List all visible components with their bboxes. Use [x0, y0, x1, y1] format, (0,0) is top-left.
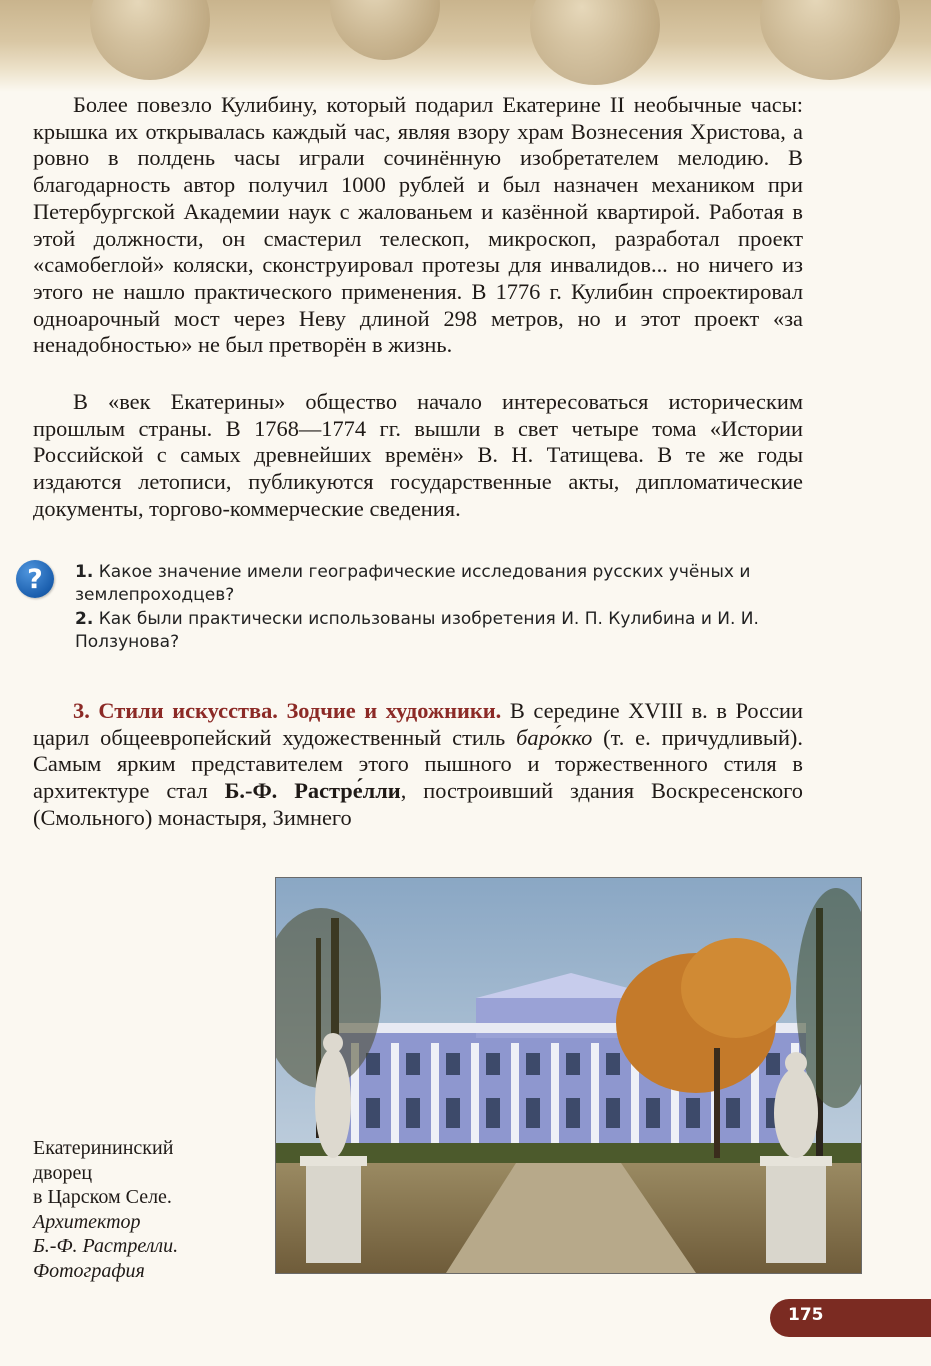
caption-line: дворец	[33, 1161, 93, 1184]
section-text: В середине XVIII в. в России царил общеевропейский художественный стиль	[33, 698, 803, 750]
photo-caption	[33, 1136, 263, 1283]
question-item	[75, 608, 805, 653]
question-number: 2.	[75, 609, 94, 629]
review-questions	[75, 561, 805, 655]
decorative-coin-image	[760, 0, 900, 80]
decorative-coin-image	[90, 0, 210, 80]
page-number-tab	[770, 1299, 931, 1337]
page-number: 175	[788, 1305, 824, 1325]
decorative-header-band	[0, 0, 931, 92]
section-text: (т. е. причудливый). Самым ярким представителем этого пышного и торжественного стиля в архитектуре стал	[33, 724, 803, 804]
architect-name: Б.-Ф. Растре́лли	[224, 778, 401, 804]
caption-line: в Царском Селе.	[33, 1186, 172, 1208]
paragraph-history-interest: В «век Екатерины» общество начало интересоваться историческим прошлым страны. В 1768—1774 гг. вышли в свет четыре тома «Истории Российской с самых древнейших времён» В. Н. Татищева. В те же годы издаются летописи, публикуются государственные акты, дипломатические документы, торгово-коммерческие сведения.	[33, 389, 803, 521]
question-text: Какое значение имели географические исследования русских учёных и землепроходцев?	[75, 562, 751, 605]
paragraph-section-3	[33, 698, 803, 832]
caption-line: Екатерининский	[33, 1137, 174, 1159]
question-item	[75, 561, 805, 606]
decorative-coin-image	[530, 0, 660, 85]
term-baroque: баро́кко	[516, 724, 593, 750]
caption-line: Фотография	[33, 1259, 145, 1282]
paragraph-kulibin: Более повезло Кулибину, который подарил Екатерине II необычные часы: крышка их открывалась каждый час, являя взору храм Вознесения Христова, а ровно в полдень часы играли сочинённую изобретателем мелодию. В благодарность автор получил 1000 рублей и был назначен механиком при Петербургской Академии наук с жалованьем и казённой квартирой. Работая в этой должности, он смастерил телескоп, микроскоп, разработал проект «самобеглой» коляски, сконструировал протезы для инвалидов... но ничего из этого не нашло практического применения. В 1776 г. Кулибин спроектировал одноарочный мост через Неву длиной 298 метров, но и этот проект «за ненадобностью» не был претворён в жизнь.	[33, 92, 803, 358]
caption-line: Архитектор	[33, 1210, 141, 1233]
decorative-coin-image	[330, 0, 440, 60]
question-icon: ?	[16, 560, 54, 598]
catherine-palace-photo	[275, 877, 862, 1274]
section-text: , построивший здания Воскресенского (Смольного) монастыря, Зимнего	[33, 778, 803, 830]
caption-line: Б.-Ф. Растрелли.	[33, 1235, 179, 1257]
question-text: Как были практически использованы изобретения И. П. Кулибина и И. И. Ползунова?	[75, 609, 759, 652]
question-number: 1.	[75, 562, 94, 582]
section-title: 3. Стили искусства. Зодчие и художники.	[73, 698, 502, 723]
